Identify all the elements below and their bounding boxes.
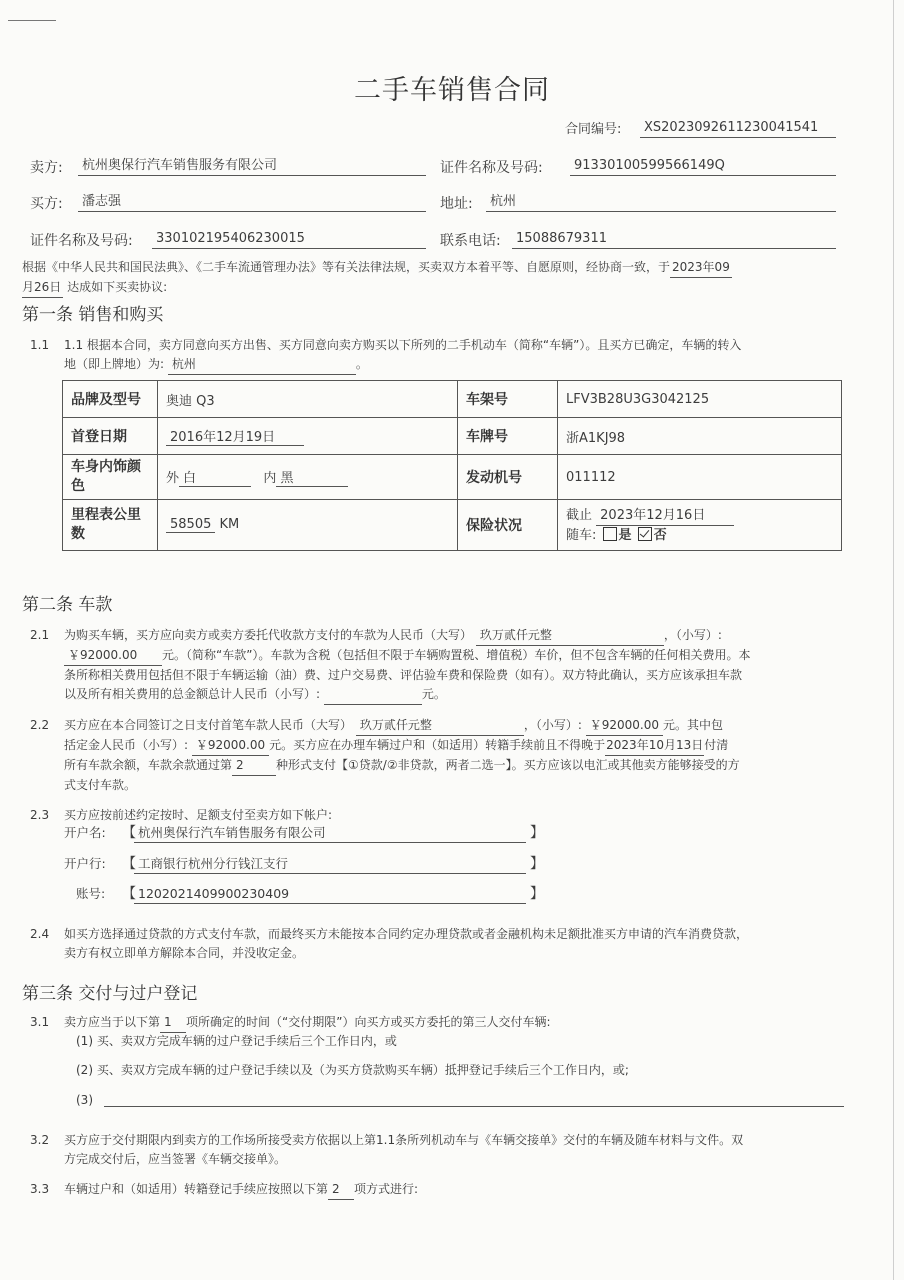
- total-amount-blank: [324, 685, 422, 705]
- clause-text: 种形式支付【①贷款/②非贷款，两者二选一】。买方应该以电汇或其他卖方能够接受的方: [276, 758, 740, 772]
- contract-no: XS2023092611230041541: [640, 119, 836, 138]
- insurance-label: 保险状况: [458, 500, 558, 551]
- clause-text: 条所称相关费用包括但不限于车辆运输（油）费、过户交易费、评估验车费和保险费（如有）。双方特此确认，买方应该承担车款: [64, 668, 743, 682]
- delivery-option-1: (1) 买、卖双方完成车辆的过户登记手续后三个工作日内，或: [76, 1034, 397, 1048]
- engine-label: 发动机号: [458, 455, 558, 500]
- intro-suffix: 达成如下买卖协议:: [67, 280, 168, 294]
- clause-text: 车辆过户和（如适用）转籍登记手续应按照以下第: [64, 1182, 329, 1196]
- table-row: [63, 381, 842, 418]
- intro-prefix: 根据《中华人民共和国民法典》、《二手车流通管理办法》等有关法律法规，买卖双方本着平等、自愿原则，经协商一致，于: [22, 260, 671, 274]
- mileage-label-line: 里程表公里: [71, 507, 141, 523]
- table-row: [63, 418, 842, 455]
- bracket-open: 【: [122, 886, 136, 902]
- clause-3-3: [64, 1180, 850, 1200]
- exterior-color: 白: [179, 467, 251, 487]
- buyer-address: 杭州: [486, 193, 836, 212]
- buyer-name: 潘志强: [78, 193, 426, 212]
- vehicle-info-table: [62, 380, 842, 551]
- table-row: [63, 455, 842, 500]
- mileage-label: [63, 500, 158, 551]
- clause-text: ，（小写）:: [663, 628, 722, 642]
- clause-text: 项方式进行:: [354, 1182, 419, 1196]
- clause-text: 式支付车款。: [64, 778, 137, 792]
- clause-3-2: [64, 1131, 850, 1169]
- plate-label: 车牌号: [458, 418, 558, 455]
- clause-text: 元。: [421, 687, 446, 701]
- delivery-option-3-blank: [104, 1106, 844, 1107]
- buyer-label: 买方:: [30, 196, 63, 212]
- clause-text: 如买方选择通过贷款的方式支付车款，而最终买方未能按本合同约定办理贷款或者金融机构未足额批准买方申请的汽车消费贷款，: [64, 927, 749, 941]
- clause-text: 元。（简称“车款”）。车款为含税（包括但不限于车辆购置税、增值税）车价，但不包含车辆的任何相关费用。本: [162, 648, 751, 662]
- clause-text: 以及所有相关费用的总金额总计人民币（小写）:: [64, 687, 321, 701]
- first-payment-uppercase: 玖万贰仟元整: [356, 716, 524, 736]
- clause-text: 付清: [704, 738, 729, 752]
- clause-text: 元。其中包: [662, 718, 723, 732]
- clause-2-3-text: 买方应按前述约定按时、足额支付至卖方如下帐户:: [64, 808, 333, 822]
- clause-text: 所有车款余额，车款余款通过第: [64, 758, 233, 772]
- reg-date-value: 2016年12月19日: [166, 426, 304, 446]
- insurance-until-date: 2023年12月16日: [596, 506, 734, 526]
- delivery-option-3: (3): [76, 1093, 93, 1107]
- clause-num: 3.3: [30, 1182, 50, 1196]
- reg-date-label: 首登日期: [63, 418, 158, 455]
- address-label: 地址:: [440, 196, 473, 212]
- checkbox-unchecked-icon[interactable]: [603, 527, 617, 541]
- vin-value: LFV3B28U3G3042125: [558, 381, 842, 418]
- clause-text: 地（即上牌地）为:: [64, 357, 165, 371]
- price-uppercase: 玖万贰仟元整: [476, 626, 664, 646]
- account-name-label: 开户名:: [64, 825, 106, 840]
- bracket-open: 【: [122, 856, 136, 872]
- bank-label: 开户行:: [64, 856, 106, 871]
- checkbox-checked-icon[interactable]: [638, 527, 652, 541]
- buyer-id: 330102195406230015: [152, 230, 426, 249]
- scan-mark: [8, 20, 56, 21]
- registration-place: 杭州: [168, 355, 356, 375]
- mileage-value: 58505: [166, 517, 215, 533]
- brand-value: 奥迪 Q3: [158, 381, 458, 418]
- color-label-line: 色: [71, 478, 85, 494]
- clause-num: 2.4: [30, 927, 50, 941]
- bracket-close: 】: [530, 825, 544, 841]
- clause-1-1: [64, 336, 854, 375]
- table-row: [63, 500, 842, 551]
- payment-deadline: 2023年10月13日: [605, 736, 704, 756]
- mileage-label-line: 数: [71, 526, 85, 542]
- bracket-close: 】: [530, 856, 544, 872]
- yes-option: 是: [618, 527, 632, 543]
- clause-text: 买方应于交付期限内到卖方的工作场所接受卖方依据以上第1.1条所列机动车与《车辆交接单》交付的车辆及随车材料与文件。双: [64, 1133, 744, 1147]
- mileage-unit: KM: [219, 517, 240, 532]
- with-car-label: 随车:: [566, 527, 597, 543]
- clause-text: ，（小写）:: [523, 718, 582, 732]
- clause-num: 1.1: [30, 338, 50, 352]
- interior-color: 黑: [276, 467, 348, 487]
- clause-3-1: [64, 1013, 850, 1033]
- intro-paragraph: [22, 258, 852, 298]
- clause-text: 卖方有权立即单方解除本合同，并没收定金。: [64, 946, 305, 960]
- clause-num: 2.3: [30, 808, 50, 822]
- bracket-open: 【: [122, 825, 136, 841]
- interior-label: 内: [263, 471, 277, 486]
- clause-num: 3.2: [30, 1133, 50, 1147]
- seller-name: 杭州奥保行汽车销售服务有限公司: [78, 157, 426, 176]
- clause-text: 。: [355, 357, 368, 371]
- article-3-title: 第三条 交付与过户登记: [22, 984, 198, 1004]
- account-name: 杭州奥保行汽车销售服务有限公司: [134, 824, 526, 843]
- clause-text: 为购买车辆，买方应向卖方或卖方委托代收款方支付的车款为人民币（大写）: [64, 628, 473, 642]
- payment-method-number: 2: [232, 756, 276, 776]
- color-label-line: 车身内饰颜: [71, 459, 141, 475]
- agreement-date-part2: 月26日: [22, 278, 63, 298]
- clause-text: 元。买方应在办理车辆过户和（如适用）转籍手续前且不得晚于: [269, 738, 606, 752]
- clause-2-4: [64, 925, 850, 963]
- delivery-option-number: 1: [160, 1013, 186, 1033]
- clause-text: 括定金人民币（小写）:: [64, 738, 189, 752]
- account-no-label: 账号:: [76, 886, 106, 901]
- color-label: [63, 455, 158, 500]
- clause-text: 方完成交付后，应当签署《车辆交接单》。: [64, 1152, 287, 1166]
- article-1-title: 第一条 销售和购买: [22, 305, 164, 325]
- bracket-close: 】: [530, 886, 544, 902]
- deposit-amount: ￥92000.00: [192, 736, 269, 756]
- buyer-phone: 15088679311: [512, 230, 836, 249]
- article-2-title: 第二条 车款: [22, 595, 113, 615]
- no-option: 否: [653, 527, 667, 543]
- clause-num: 2.2: [30, 718, 50, 732]
- bank-name: 工商银行杭州分行钱江支行: [134, 855, 526, 874]
- agreement-date-part1: 2023年09: [670, 258, 732, 278]
- clause-text: 卖方应当于以下第: [64, 1015, 161, 1029]
- delivery-option-2: (2) 买、卖双方完成车辆的过户登记手续以及（为买方贷款购买车辆）抵押登记手续后三个工作日内，或;: [76, 1063, 629, 1077]
- clause-text: 项所确定的时间（“交付期限”）向买方或买方委托的第三人交付车辆:: [186, 1015, 551, 1029]
- engine-value: 011112: [558, 455, 842, 500]
- buyer-id-label: 证件名称及号码:: [30, 233, 133, 249]
- transfer-option-number: 2: [328, 1180, 354, 1200]
- first-payment-amount: ￥92000.00: [586, 716, 663, 736]
- seller-id-label: 证件名称及号码:: [440, 160, 543, 176]
- brand-label: 品牌及型号: [63, 381, 158, 418]
- clause-2-1: [64, 626, 850, 705]
- plate-value: 浙A1KJ98: [558, 418, 842, 455]
- phone-label: 联系电话:: [440, 233, 501, 249]
- scan-edge: [893, 0, 894, 1280]
- contract-no-label: 合同编号:: [565, 122, 622, 137]
- price-amount: ￥92000.00: [64, 646, 162, 666]
- exterior-label: 外: [166, 471, 180, 486]
- clause-text: 1.1 根据本合同，卖方同意向买方出售、买方同意向卖方购买以下所列的二手机动车（简称“车辆”）。且买方已确定，车辆的转入: [64, 338, 742, 352]
- seller-id: 91330100599566149Q: [570, 157, 836, 176]
- seller-label: 卖方:: [30, 160, 63, 176]
- clause-num: 3.1: [30, 1015, 50, 1029]
- vin-label: 车架号: [458, 381, 558, 418]
- account-number: 1202021409900230409: [134, 885, 526, 904]
- clause-2-2: [64, 716, 850, 795]
- insurance-until-label: 截止: [566, 507, 593, 523]
- document-title: 二手车销售合同: [354, 75, 550, 106]
- clause-num: 2.1: [30, 628, 50, 642]
- clause-text: 买方应在本合同签订之日支付首笔车款人民币（大写）: [64, 718, 353, 732]
